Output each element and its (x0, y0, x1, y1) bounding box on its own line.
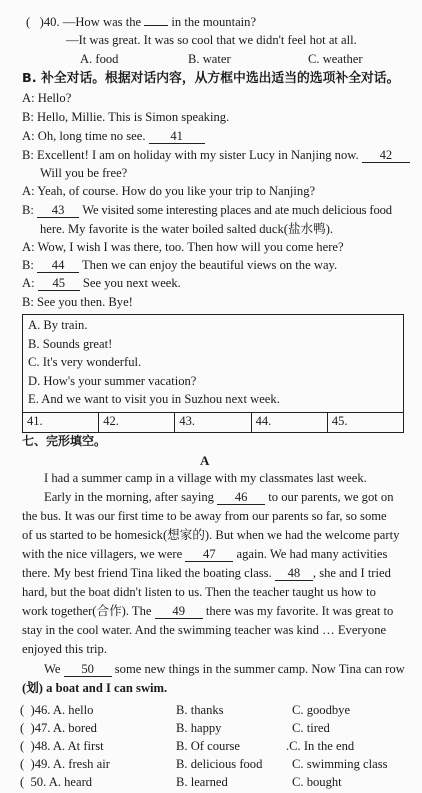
dialog-line-3-text: A: Oh, long time no see. (22, 129, 146, 143)
dialog-line-6: A: Yeah, of course. How do you like your trip to Nanjing? (22, 184, 316, 198)
choice-49-paren: ( (20, 757, 25, 771)
passage-line-3: the bus. It was our first time to be away from our parents so far, so some (22, 509, 387, 523)
dialog-line-7-text: We visited some interesting places and ate much delicious food (82, 203, 392, 217)
blank-43: 43 (37, 204, 79, 218)
choice-50-c: C. bought (292, 775, 342, 789)
choice-49 (20, 757, 110, 772)
passage-line-5 (22, 547, 387, 562)
passage-line-7: hard, but the boat didn't listen to us. Then the teacher taught us how to (22, 585, 376, 599)
passage-line-5b: again. We had many activities (236, 547, 388, 561)
passage-line-4: of us started to be homesick(想家的). But when we had the welcome party (22, 528, 400, 542)
answer-cell-45[interactable]: 45. (331, 414, 348, 428)
choice-46-c: C. goodbye (292, 703, 351, 717)
dialog-line-7 (22, 203, 392, 218)
choice-50-paren: ( (20, 775, 25, 789)
passage-label: A (200, 453, 210, 468)
q40-stem-end: in the mountain? (171, 15, 257, 29)
passage-line-2b: to our parents, we got on (268, 490, 394, 504)
choice-49-a: )49. A. fresh air (30, 757, 110, 771)
q40-option-a: A. food (80, 52, 119, 66)
box-option-c: C. It's very wonderful. (28, 355, 142, 369)
box-option-a: A. By train. (28, 318, 88, 332)
passage-line-11b: some new things in the summer camp. Now Tina can row (114, 662, 405, 676)
dialog-line-4-text: B: Excellent! I am on holiday with my sister Lucy in Nanjing now. (22, 148, 359, 162)
dialog-line-3 (22, 129, 205, 144)
box-option-b: B. Sounds great! (28, 336, 113, 351)
dialog-line-2: B: Hello, Millie. This is Simon speaking. (22, 110, 230, 124)
section-b-title: B. 补全对话。根据对话内容，从方框中选出适当的选项补全对话。 (22, 71, 400, 86)
choice-48-b: B. Of course (176, 739, 241, 753)
passage-line-8b: there was my favorite. It was great to (205, 604, 394, 618)
dialog-line-4 (22, 148, 410, 163)
dialog-line-11 (22, 276, 181, 291)
choice-46-b: B. thanks (176, 703, 224, 717)
answer-cell-41[interactable]: 41. (23, 412, 99, 432)
dialog-line-11-speaker: A: (22, 276, 35, 290)
blank-50: 50 (64, 663, 112, 677)
box-option-e: E. And we want to visit you in Suzhou next week. (28, 392, 280, 406)
passage-line-2a: Early in the morning, after saying (44, 490, 214, 504)
q40-option-c: C. weather (308, 52, 363, 66)
blank-48: 48 (275, 567, 313, 581)
q40-paren: ( (26, 15, 31, 29)
passage-line-5a: with the nice villagers, we were (22, 547, 183, 561)
dialog-line-10-text: Then we can enjoy the beautiful views on the way. (81, 258, 338, 272)
options-box (22, 314, 404, 413)
q40-stem (26, 14, 256, 30)
choice-47-c: C. tired (292, 721, 330, 735)
choice-48-paren: ( (20, 739, 25, 753)
answer-cell-44[interactable]: 44. (252, 412, 328, 432)
box-option-d: D. How's your summer vacation? (28, 373, 197, 388)
choice-48-a: )48. A. At first (30, 739, 104, 753)
choice-50-b: B. learned (176, 775, 228, 789)
passage-line-8 (22, 604, 393, 619)
choice-47-a: )47. A. bored (30, 721, 97, 735)
blank-49: 49 (155, 605, 203, 619)
dialog-line-1: A: Hello? (22, 91, 72, 105)
q40-blank (144, 14, 168, 26)
passage-line-11 (44, 662, 405, 677)
passage-line-12: (划) a boat and I can swim. (22, 681, 168, 695)
choice-48 (20, 739, 104, 754)
dialog-line-10 (22, 258, 337, 273)
blank-41: 41 (149, 130, 205, 144)
passage-line-8a: work together(合作). The (22, 604, 152, 618)
dialog-line-12: B: See you then. Bye! (22, 295, 133, 309)
choice-47-paren: ( (20, 721, 25, 735)
answer-grid (22, 412, 404, 433)
q40-number: )40. —How was the (39, 15, 142, 29)
blank-44: 44 (37, 259, 79, 273)
passage-line-10: enjoyed this trip. (22, 642, 107, 656)
passage-line-1: I had a summer camp in a village with my classmates last week. (44, 471, 367, 485)
blank-42: 42 (362, 149, 410, 163)
choice-49-b: B. delicious food (176, 757, 263, 771)
passage-line-6b: , she and I tried (312, 566, 391, 580)
answer-cell-43[interactable]: 43. (175, 412, 251, 432)
blank-47: 47 (185, 548, 233, 562)
choice-50-a: 50. A. heard (30, 775, 93, 789)
choice-47-b: B. happy (176, 721, 222, 735)
choice-47 (20, 721, 97, 736)
passage-line-9: stay in the cool water. And the swimming teacher was kind … Everyone (22, 623, 387, 637)
dialog-line-8: here. My favorite is the water boiled salted duck(盐水鸭). (40, 222, 334, 236)
choice-46-paren: ( (20, 703, 25, 717)
q40-reply: —It was great. It was so cool that we didn't feel hot at all. (66, 33, 357, 47)
dialog-line-11-text: See you next week. (82, 276, 181, 290)
dialog-line-5: Will you be free? (40, 166, 128, 180)
passage-line-2 (44, 490, 394, 505)
answer-cell-42[interactable]: 42. (99, 412, 175, 432)
dialog-line-10-speaker: B: (22, 258, 34, 272)
passage-line-11a: We (44, 662, 61, 676)
section-7-title: 七、完形填空。 (22, 434, 107, 448)
choice-46-a: )46. A. hello (30, 703, 94, 717)
dialog-line-9: A: Wow, I wish I was there, too. Then how will you come here? (22, 240, 344, 254)
blank-45: 45 (38, 277, 80, 291)
q40-option-b: B. water (188, 52, 231, 66)
choice-48-c: .C. In the end (286, 739, 355, 753)
choice-49-c: C. swimming class (292, 757, 388, 771)
passage-line-6a: there. My best friend Tina liked the boating class. (22, 566, 272, 580)
dialog-line-7-speaker: B: (22, 203, 34, 217)
choice-46 (20, 703, 93, 718)
choice-50 (20, 775, 92, 790)
blank-46: 46 (217, 491, 265, 505)
passage-line-6 (22, 566, 391, 581)
